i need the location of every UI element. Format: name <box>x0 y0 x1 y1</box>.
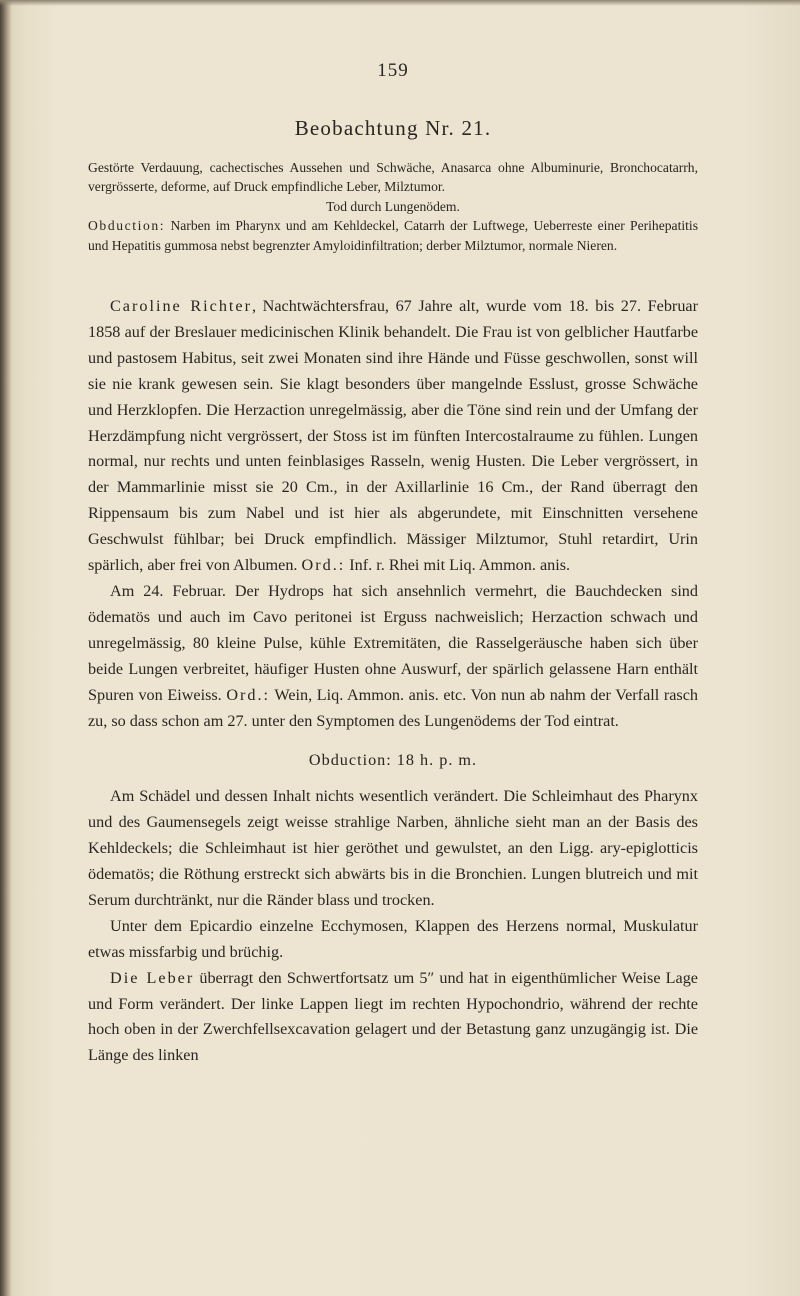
paragraph-text: , Nachtwächtersfrau, 67 Jahre alt, wurde vom 18. bis 27. Februar 1858 auf der Breslauer medicinischen Klinik behandelt. Die Frau ist von gelblicher Hautfarbe und pastosem Habitus, seit zwei Monaten sind ihre Hände und Füsse geschwollen, sonst will sie nie krank gewesen sein. Sie klagt besonders über mangelnde Esslust, grosse Schwäche und Herzklopfen. Die Herzaction unregelmässig, aber die Töne sind rein und der Umfang der Herzdämpfung nicht vergrössert, der Stoss ist im fünften Intercostalraume zu fühlen. Lungen normal, nur rechts und unten feinblasiges Rasseln, wenig Husten. Die Leber vergrössert, in der Mammarlinie misst sie 20 Cm., in der Axillarlinie 16 Cm., der Rand überragt den Rippensaum bis zum Nabel und ist hier als abgerundete, mit Einschnitten versehene Geschwulst fühlbar; bei Druck empfindlich. Mässiger Milztumor, Stuhl retardirt, Urin spärlich, aber frei von Albumen. <box>88 297 698 575</box>
paragraph-text: Am 24. Februar. Der Hydrops hat sich ansehnlich vermehrt, die Bauchdecken sind ödematös und auch im Cavo peritonei ist Erguss nachweislich; Herzaction schwach und unregelmässig, 80 kleine Pulse, kühle Extremitäten, die Rasselgeräusche haben sich über beide Lungen verbreitet, häufiger Husten ohne Auswurf, der spärlich gelassene Harn enthält Spuren von Eiweiss. <box>88 581 698 704</box>
ordination-label: Ord.: <box>301 556 346 575</box>
summary-diagnosis: Gestörte Verdauung, cachectisches Aussehen und Schwäche, Anasarca ohne Albuminurie, Bronchocatarrh, vergrösserte, deforme, auf Druck empfindliche Leber, Milztumor. <box>88 160 698 195</box>
patient-name: Caroline Richter <box>110 297 253 315</box>
paragraph-text: Am Schädel und dessen Inhalt nichts wesentlich verändert. Die Schleimhaut des Pharynx und des Gaumensegels zeigt weisse strahlige Narben, ähnliche sieht man an der Basis des Kehldeckels; die Schleimhaut ist hier geröthet und gewulstet, an den Ligg. ary-epiglotticis ödematös; die Röthung erstreckt sich abwärts bis in die Bronchien. Lungen blutreich und mit Serum durchtränkt, nur die Ränder blass und trocken. <box>88 787 698 909</box>
paragraph-liver <box>88 966 698 1070</box>
summary-obduction-label: Obduction: <box>88 218 166 234</box>
paragraph-heart <box>88 914 698 966</box>
obduction-section-title: Obduction: 18 h. p. m. <box>308 751 478 770</box>
paragraph-patient-history <box>88 294 698 579</box>
page-top-edge <box>0 0 800 6</box>
observation-heading: Beobachtung Nr. 21. <box>294 116 492 140</box>
paragraph-text: Unter dem Epicardio einzelne Ecchymosen, Klappen des Herzens normal, Muskulatur etwas missfarbig und brüchig. <box>88 916 698 961</box>
case-report-body <box>88 294 698 1069</box>
paragraph-tail: Inf. r. Rhei mit Liq. Ammon. anis. <box>345 556 571 575</box>
case-summary <box>88 158 698 255</box>
liver-lead: Die Leber <box>110 968 195 987</box>
book-binding-edge <box>0 0 12 1296</box>
ordination-label: Ord.: <box>226 685 271 704</box>
summary-obduction <box>88 216 698 255</box>
page-number: 159 <box>377 60 409 81</box>
summary-death: Tod durch Lungenödem. <box>326 198 460 214</box>
paragraph-text: überragt den Schwertfortsatz um 5″ und hat in eigenthümlicher Weise Lage und Form verändert. Der linke Lappen liegt im rechten Hypochondrio, während der rechte hoch oben in der Zwerchfellsexcavation gelagert und der Betastung ganz unzugängig ist. Die Länge des linken <box>88 968 698 1065</box>
paragraph-tail: Wein, Liq. Ammon. anis. etc. Von nun ab nahm der Verfall rasch zu, so dass schon am 27. unter den Symptomen des Lungenödems der Tod eintrat. <box>88 685 698 730</box>
paragraph-feb-24 <box>88 579 698 734</box>
summary-obduction-text: Narben im Pharynx und am Kehldeckel, Catarrh der Luftwege, Ueberreste einer Perihepatitis und Hepatitis gummosa nebst begrenzter Amyloidinfiltration; derber Milztumor, normale Nieren. <box>88 218 698 253</box>
paragraph-skull-pharynx <box>88 784 698 914</box>
